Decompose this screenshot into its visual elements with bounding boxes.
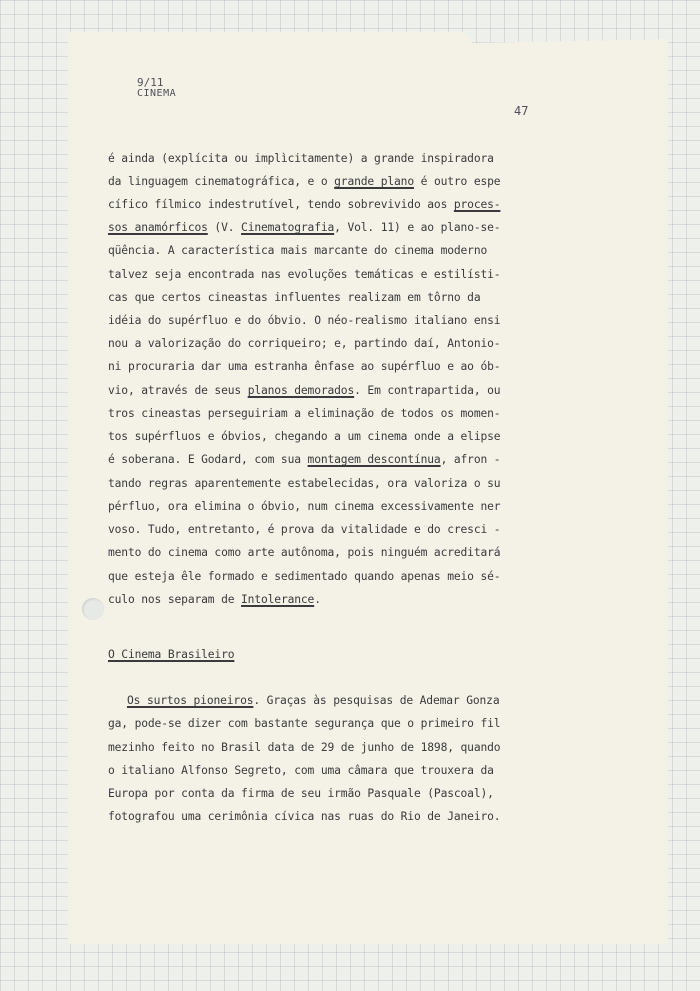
text-line-22: ga, pode-se dizer com bastante segurança que o primeiro fil (108, 717, 501, 730)
text-line-16: pérfluo, ora elimina o óbvio, num cinema excessivamente ner (108, 500, 501, 513)
text-line-14: é soberana. E Godard, com sua montagem descontínua, afron - (108, 453, 501, 466)
text-line-12: tros cineastas perseguiriam a eliminação de todos os momen- (108, 407, 501, 420)
term-intolerance: Intolerance (241, 593, 315, 606)
term-processos-2: sos anamórficos (108, 221, 208, 234)
text-line-3: cífico fílmico indestrutível, tendo sobrevivido aos proces- (108, 198, 501, 211)
text-line-26: fotografou uma cerimônia cívica nas ruas do Rio de Janeiro. (108, 810, 501, 823)
text-line-6: talvez seja encontrada nas evoluções temáticas e estilísti- (108, 268, 501, 281)
text-line-7: cas que certos cineastas influentes realizam em tôrno da (108, 291, 481, 304)
text-line-8: idéia do supérfluo e do óbvio. O néo-realismo italiano ensi (108, 314, 501, 327)
text-line-24: o italiano Alfonso Segreto, com uma câmara que trouxera da (108, 764, 494, 777)
text-line-2: da linguagem cinematográfica, e o grande plano é outro espe (108, 175, 501, 188)
text-line-21: Os surtos pioneiros. Graças às pesquisas de Ademar Gonza (127, 694, 500, 707)
text-line-4: sos anamórficos (V. Cinematografia, Vol. 11) e ao plano-se- (108, 221, 501, 234)
term-grande-plano: grande plano (334, 175, 414, 188)
section-heading: O Cinema Brasileiro (108, 648, 235, 661)
term-cinematografia: Cinematografia (241, 221, 335, 234)
text-line-13: tos supérfluos e óbvios, chegando a um cinema onde a elipse (108, 430, 501, 443)
subheading-surtos: Os surtos pioneiros (127, 694, 254, 707)
document-code: 9/11 (137, 76, 164, 89)
text-line-10: ni procuraria dar uma estranha ênfase ao supérfluo e ao ób- (108, 360, 501, 373)
term-montagem-descontinua: montagem descontínua (307, 453, 441, 466)
text-line-23: mezinho feito no Brasil data de 29 de junho de 1898, quando (108, 741, 501, 754)
section-label: CINEMA (137, 88, 177, 99)
term-planos-demorados: planos demorados (247, 384, 355, 397)
term-processos-1: proces- (453, 198, 501, 211)
text-line-25: Europa por conta da firma de seu irmão Pasquale (Pascoal), (108, 787, 494, 800)
text-line-19: que esteja êle formado e sedimentado quando apenas meio sé- (108, 570, 501, 583)
punch-hole (82, 598, 104, 620)
text-line-11: vio, através de seus planos demorados. Em contrapartida, ou (108, 384, 501, 397)
text-line-5: qüência. A característica mais marcante do cinema moderno (108, 244, 488, 257)
text-line-17: voso. Tudo, entretanto, é prova da vitalidade e do cresci - (108, 523, 501, 536)
page-number: 47 (514, 104, 529, 118)
text-line-18: mento do cinema como arte autônoma, pois ninguém acreditará (108, 546, 501, 559)
text-line-20: culo nos separam de Intolerance. (108, 593, 321, 606)
text-line-9: nou a valorização do corriqueiro; e, partindo daí, Antonio- (108, 337, 501, 350)
text-line-15: tando regras aparentemente estabelecidas, ora valoriza o su (108, 477, 501, 490)
text-line-1: é ainda (explícita ou implìcitamente) a grande inspiradora (108, 152, 494, 165)
